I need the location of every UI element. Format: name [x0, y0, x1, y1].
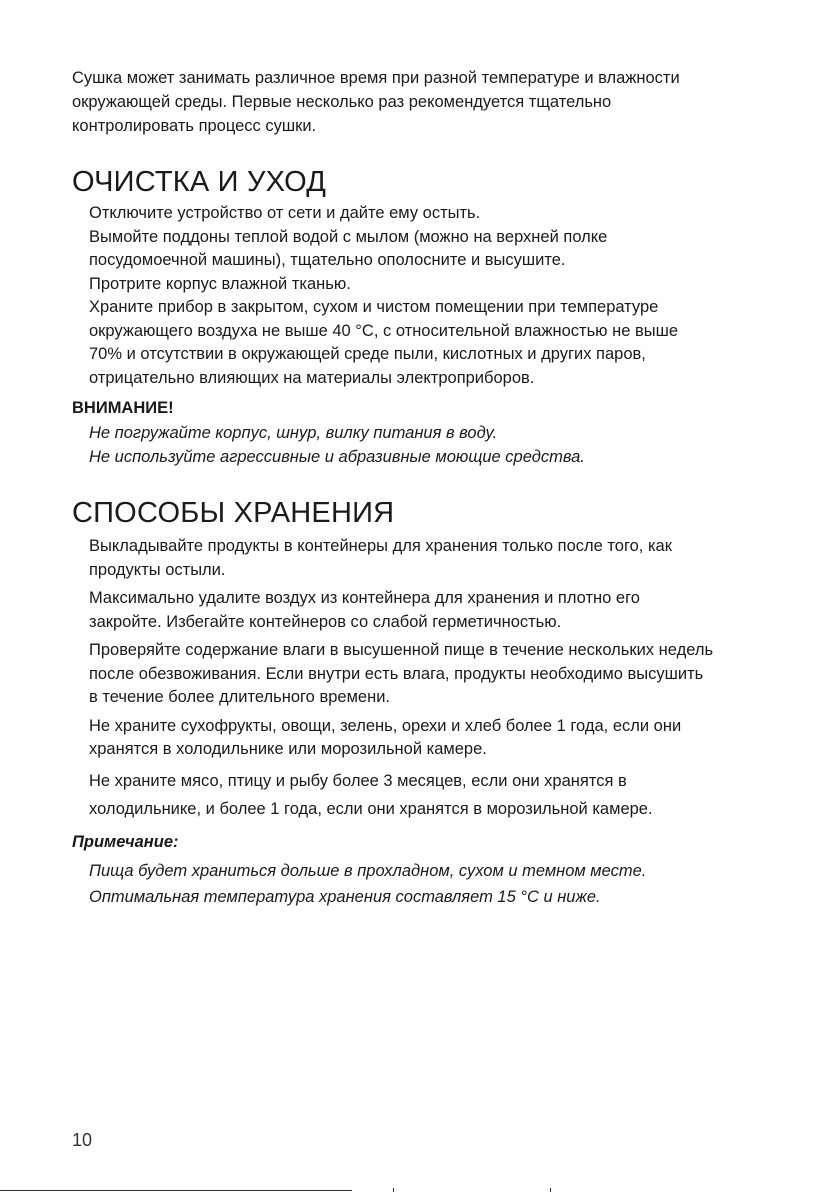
- cleaning-heading: ОЧИСТКА И УХОД: [72, 166, 327, 198]
- storage-line: Не храните сухофрукты, овощи, зелень, орехи и хлеб более 1 года, если они: [89, 716, 682, 735]
- warning-list: [89, 422, 779, 469]
- cleaning-line: посудомоечной машины), тщательно ополосните и высушите.: [89, 251, 566, 269]
- warning-title: ВНИМАНИЕ!: [72, 399, 174, 417]
- cleaning-line: Отключите устройство от сети и дайте ему остыть.: [89, 204, 481, 222]
- note-title: Примечание:: [72, 833, 179, 851]
- crop-mark: [550, 1188, 551, 1192]
- crop-mark: [393, 1188, 394, 1192]
- storage-line: продукты остыли.: [89, 560, 226, 579]
- intro-line: Сушка может занимать различное время при разной температуре и влажности: [72, 69, 680, 87]
- storage-line: Проверяйте содержание влаги в высушенной пище в течение нескольких недель: [89, 641, 714, 659]
- storage-heading: СПОСОБЫ ХРАНЕНИЯ: [72, 497, 395, 529]
- storage-paragraph: [89, 587, 779, 634]
- storage-line: хранятся в холодильнике или морозильной камере.: [89, 740, 487, 758]
- storage-paragraph: [89, 535, 779, 582]
- note-line: Оптимальная температура хранения составляет 15 °С и ниже.: [89, 888, 601, 906]
- cleaning-line: Вымойте поддоны теплой водой с мылом (можно на верхней полке: [89, 227, 608, 246]
- note-line: Пища будет храниться дольше в прохладном, сухом и темном месте.: [89, 862, 647, 880]
- storage-line: Выкладывайте продукты в контейнеры для хранения только после того, как: [89, 537, 672, 555]
- storage-paragraph: [89, 639, 779, 710]
- storage-paragraph: [89, 715, 779, 762]
- note-list: [89, 858, 779, 910]
- storage-line: Не храните мясо, птицу и рыбу более 3 месяцев, если они хранятся в: [89, 771, 627, 790]
- storage-paragraph: [89, 767, 779, 823]
- page-number: 10: [72, 1130, 93, 1150]
- storage-line: закройте. Избегайте контейнеров со слабой герметичностью.: [89, 612, 562, 631]
- intro-line: контролировать процесс сушки.: [72, 117, 317, 135]
- storage-line: Максимально удалите воздух из контейнера для хранения и плотно его: [89, 589, 640, 607]
- cleaning-line: 70% и отсутствии в окружающей среде пыли, кислотных и других паров,: [89, 345, 646, 363]
- cleaning-line: Храните прибор в закрытом, сухом и чистом помещении при температуре: [89, 298, 659, 316]
- warning-line: Не используйте агрессивные и абразивные моющие средства.: [89, 447, 585, 466]
- storage-line: в течение более длительного времени.: [89, 688, 390, 706]
- intro-line: окружающей среды. Первые несколько раз рекомендуется тщательно: [72, 93, 612, 111]
- storage-instructions: [89, 535, 779, 828]
- cleaning-line: отрицательно влияющих на материалы электроприборов.: [89, 368, 535, 387]
- warning-line: Не погружайте корпус, шнур, вилку питания в воду.: [89, 424, 498, 442]
- cleaning-instructions: [89, 202, 779, 390]
- storage-line: после обезвоживания. Если внутри есть влага, продукты необходимо высушить: [89, 664, 704, 683]
- cleaning-line: Протрите корпус влажной тканью.: [89, 274, 351, 293]
- bottom-rule: [0, 1190, 352, 1191]
- storage-line: холодильнике, и более 1 года, если они хранятся в морозильной камере.: [89, 799, 653, 818]
- intro-paragraph: [72, 66, 772, 138]
- cleaning-line: окружающего воздуха не выше 40 °С, с относительной влажностью не выше: [89, 321, 679, 340]
